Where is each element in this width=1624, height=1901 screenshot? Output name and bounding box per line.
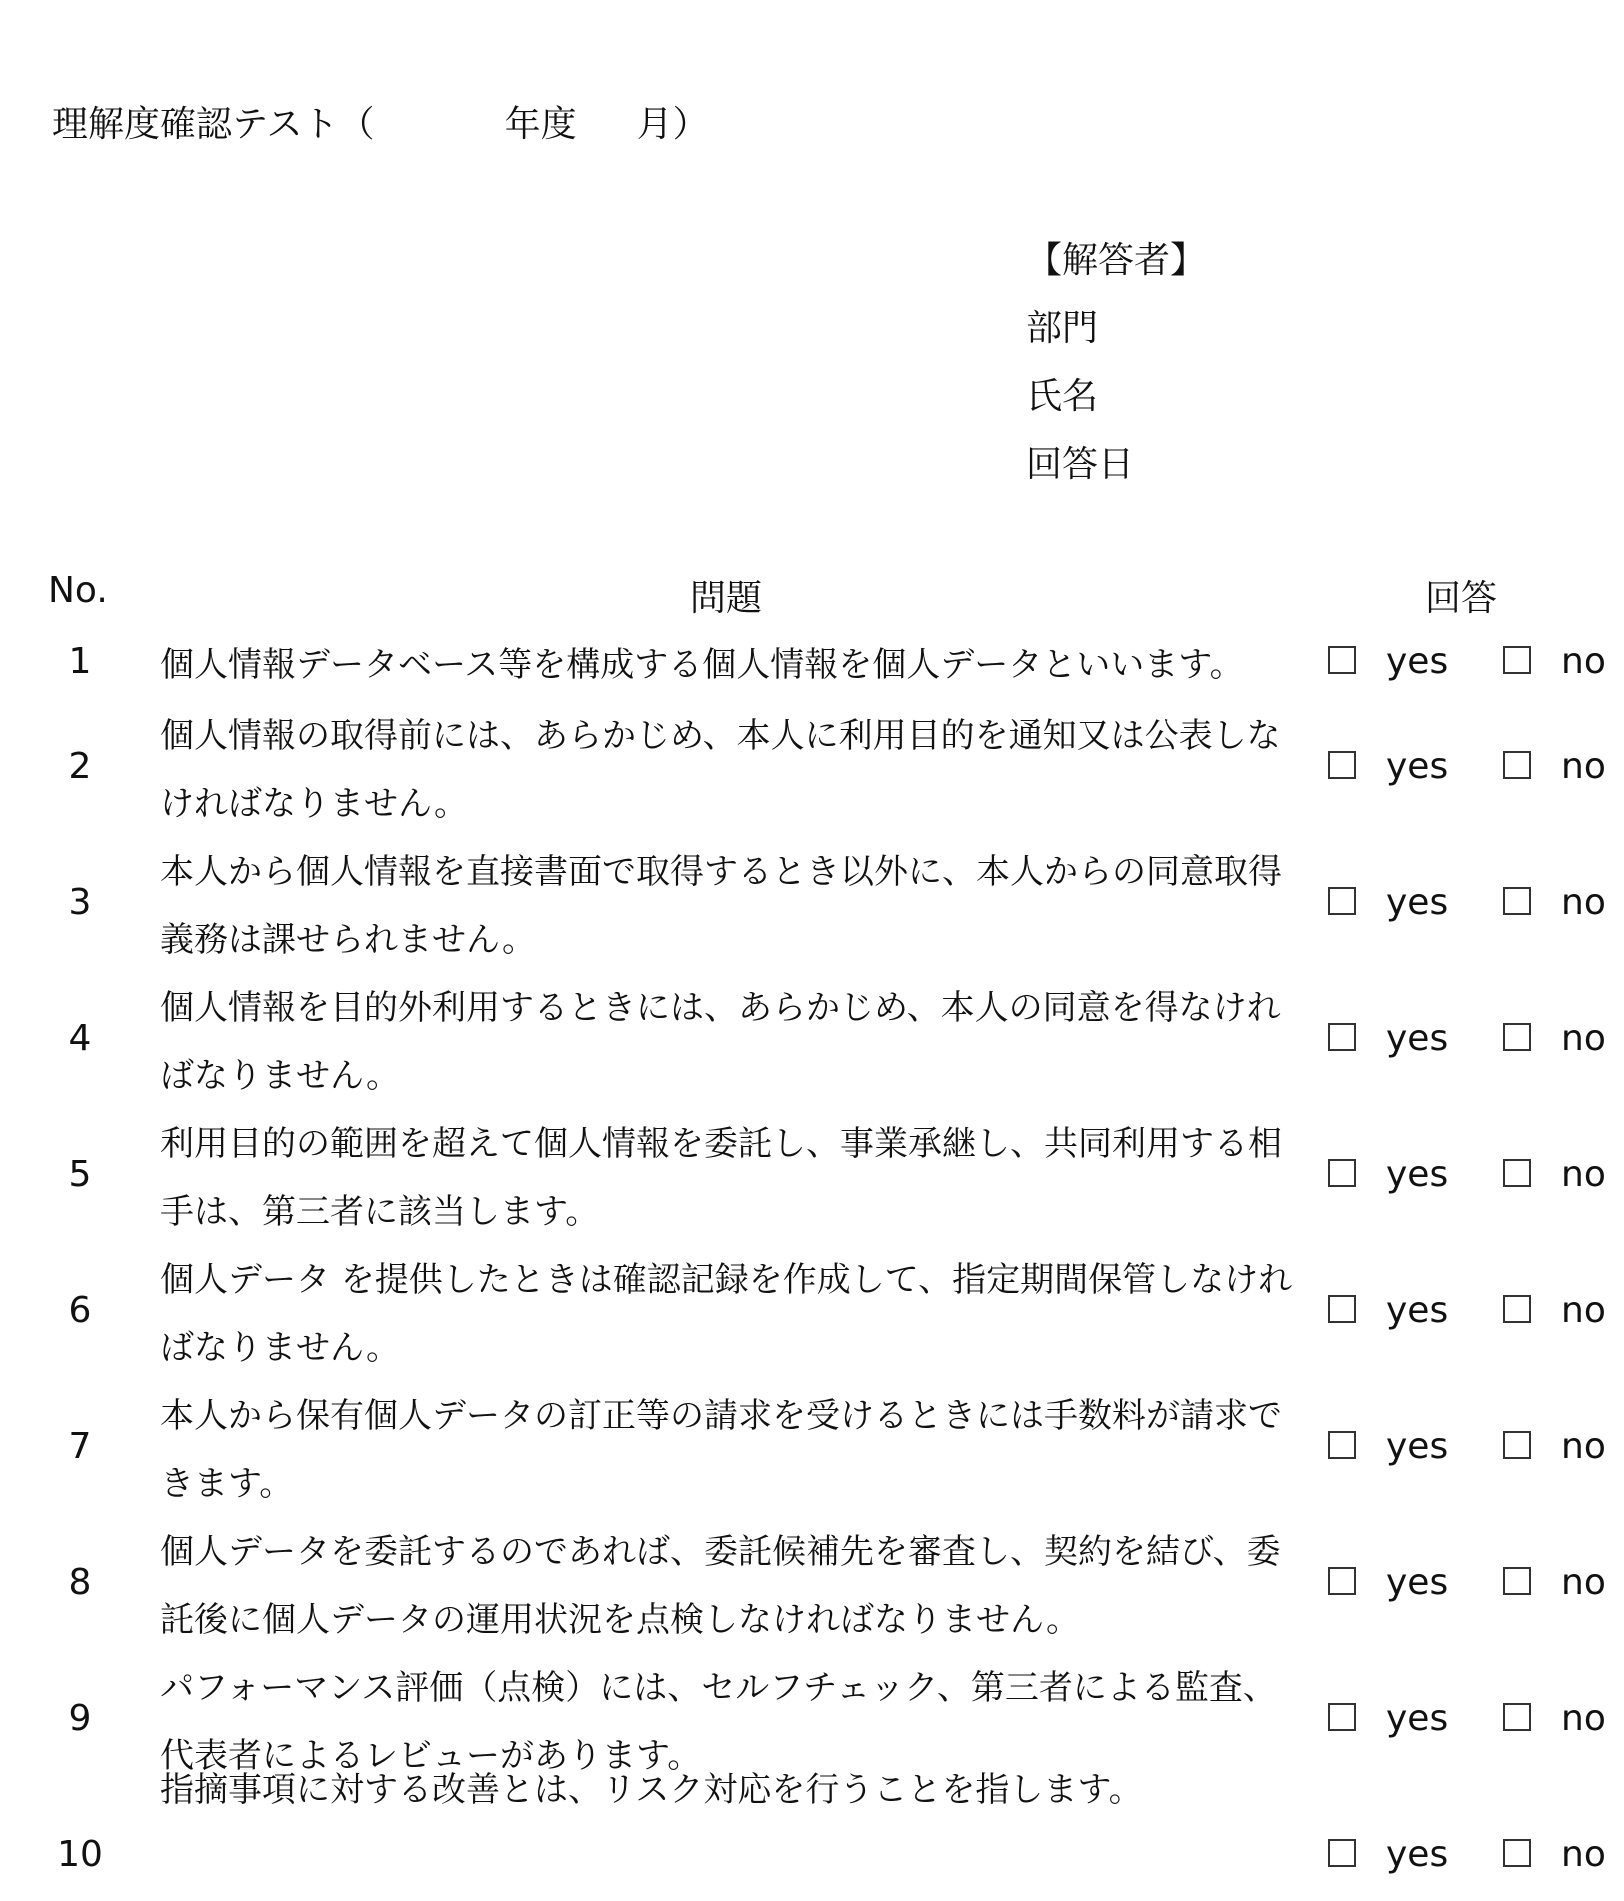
question-number: 7: [68, 1426, 92, 1467]
checkbox-square-icon[interactable]: [1328, 1431, 1356, 1459]
question-number: 9: [68, 1698, 92, 1739]
yes-checkbox[interactable]: [1328, 641, 1448, 682]
checkbox-square-icon[interactable]: [1328, 1295, 1356, 1323]
no-checkbox[interactable]: [1503, 1290, 1606, 1331]
page-title: [52, 96, 709, 147]
yes-checkbox[interactable]: [1328, 1562, 1448, 1603]
month-label: 月）: [636, 104, 709, 145]
no-label: no: [1561, 746, 1606, 787]
checkbox-square-icon[interactable]: [1328, 646, 1356, 674]
yes-checkbox[interactable]: [1328, 1154, 1448, 1195]
no-checkbox[interactable]: [1503, 1154, 1606, 1195]
no-checkbox[interactable]: [1503, 746, 1606, 787]
column-header-no: No.: [48, 570, 108, 611]
question-text: 本人から保有個人データの訂正等の請求を受けるときには手数料が請求できます。: [160, 1396, 1282, 1504]
question-number: 3: [68, 882, 92, 923]
checkbox-square-icon[interactable]: [1503, 1295, 1531, 1323]
checkbox-square-icon[interactable]: [1503, 1839, 1531, 1867]
checkbox-square-icon[interactable]: [1503, 1159, 1531, 1187]
no-label: no: [1561, 641, 1606, 682]
yes-label: yes: [1386, 1154, 1449, 1195]
checkbox-square-icon[interactable]: [1503, 1431, 1531, 1459]
yes-label: yes: [1386, 641, 1449, 682]
checkbox-square-icon[interactable]: [1503, 1703, 1531, 1731]
checkbox-square-icon[interactable]: [1328, 1703, 1356, 1731]
no-label: no: [1561, 1698, 1606, 1739]
column-header-question: 問題: [690, 578, 763, 619]
checkbox-square-icon[interactable]: [1328, 1159, 1356, 1187]
question-text: 個人情報を目的外利用するときには、あらかじめ、本人の同意を得なければなりません。: [160, 988, 1281, 1096]
question-number: 8: [68, 1562, 92, 1603]
question-number: 1: [68, 641, 92, 682]
no-label: no: [1561, 1834, 1606, 1875]
year-label: 年度: [504, 104, 577, 145]
yes-label: yes: [1386, 1698, 1449, 1739]
no-label: no: [1561, 1290, 1606, 1331]
name-label: 氏名: [1026, 376, 1099, 417]
yes-label: yes: [1386, 1426, 1449, 1467]
answer-date-label: 回答日: [1026, 444, 1135, 485]
yes-checkbox[interactable]: [1328, 1290, 1448, 1331]
checkbox-square-icon[interactable]: [1503, 1567, 1531, 1595]
no-label: no: [1561, 1426, 1606, 1467]
checkbox-square-icon[interactable]: [1328, 1023, 1356, 1051]
question-text: 個人情報の取得前には、あらかじめ、本人に利用目的を通知又は公表しなければなりません。: [160, 716, 1281, 824]
question-text: 個人情報データベース等を構成する個人情報を個人データといいます。: [160, 645, 1244, 685]
question-number: 5: [68, 1154, 92, 1195]
checkbox-square-icon[interactable]: [1503, 751, 1531, 779]
yes-checkbox[interactable]: [1328, 1018, 1448, 1059]
yes-checkbox[interactable]: [1328, 1834, 1448, 1875]
no-label: no: [1561, 1018, 1606, 1059]
no-checkbox[interactable]: [1503, 1426, 1606, 1467]
question-number: 10: [57, 1834, 103, 1875]
question-text: 指摘事項に対する改善とは、リスク対応を行うことを指します。: [160, 1770, 1143, 1810]
no-checkbox[interactable]: [1503, 1562, 1606, 1603]
yes-checkbox[interactable]: [1328, 1698, 1448, 1739]
yes-label: yes: [1386, 882, 1449, 923]
checkbox-square-icon[interactable]: [1328, 887, 1356, 915]
no-checkbox[interactable]: [1503, 1018, 1606, 1059]
yes-label: yes: [1386, 1562, 1449, 1603]
no-label: no: [1561, 1154, 1606, 1195]
department-label: 部門: [1026, 308, 1099, 349]
yes-label: yes: [1386, 1018, 1449, 1059]
checkbox-square-icon[interactable]: [1503, 646, 1531, 674]
checkbox-square-icon[interactable]: [1503, 1023, 1531, 1051]
no-checkbox[interactable]: [1503, 882, 1606, 923]
checkbox-square-icon[interactable]: [1328, 1839, 1356, 1867]
checkbox-square-icon[interactable]: [1328, 1567, 1356, 1595]
no-checkbox[interactable]: [1503, 641, 1606, 682]
no-checkbox[interactable]: [1503, 1698, 1606, 1739]
yes-checkbox[interactable]: [1328, 1426, 1448, 1467]
column-header-answer: 回答: [1425, 578, 1498, 619]
question-text: 本人から個人情報を直接書面で取得するとき以外に、本人からの同意取得義務は課せられません。: [160, 852, 1282, 960]
question-text: 個人データを委託するのであれば、委託候補先を審査し、契約を結び、委託後に個人データの運用状況を点検しなければなりません。: [160, 1532, 1281, 1640]
checkbox-square-icon[interactable]: [1328, 751, 1356, 779]
yes-checkbox[interactable]: [1328, 746, 1448, 787]
question-number: 4: [68, 1018, 92, 1059]
yes-label: yes: [1386, 1290, 1449, 1331]
question-text: 利用目的の範囲を超えて個人情報を委託し、事業承継し、共同利用する相手は、第三者に該当します。: [160, 1124, 1282, 1232]
no-label: no: [1561, 882, 1606, 923]
yes-label: yes: [1386, 1834, 1449, 1875]
checkbox-square-icon[interactable]: [1503, 887, 1531, 915]
no-checkbox[interactable]: [1503, 1834, 1606, 1875]
question-text: パフォーマンス評価（点検）には、セルフチェック、第三者による監査、代表者によるレビューがあります。: [160, 1668, 1277, 1776]
yes-label: yes: [1386, 746, 1449, 787]
question-text: 個人データ を提供したときは確認記録を作成して、指定期間保管しなければなりません。: [160, 1260, 1293, 1368]
question-number: 6: [68, 1290, 92, 1331]
yes-checkbox[interactable]: [1328, 882, 1448, 923]
respondent-heading: 【解答者】: [1026, 240, 1207, 281]
no-label: no: [1561, 1562, 1606, 1603]
question-number: 2: [68, 746, 92, 787]
title-prefix: 理解度確認テスト（: [52, 104, 375, 145]
